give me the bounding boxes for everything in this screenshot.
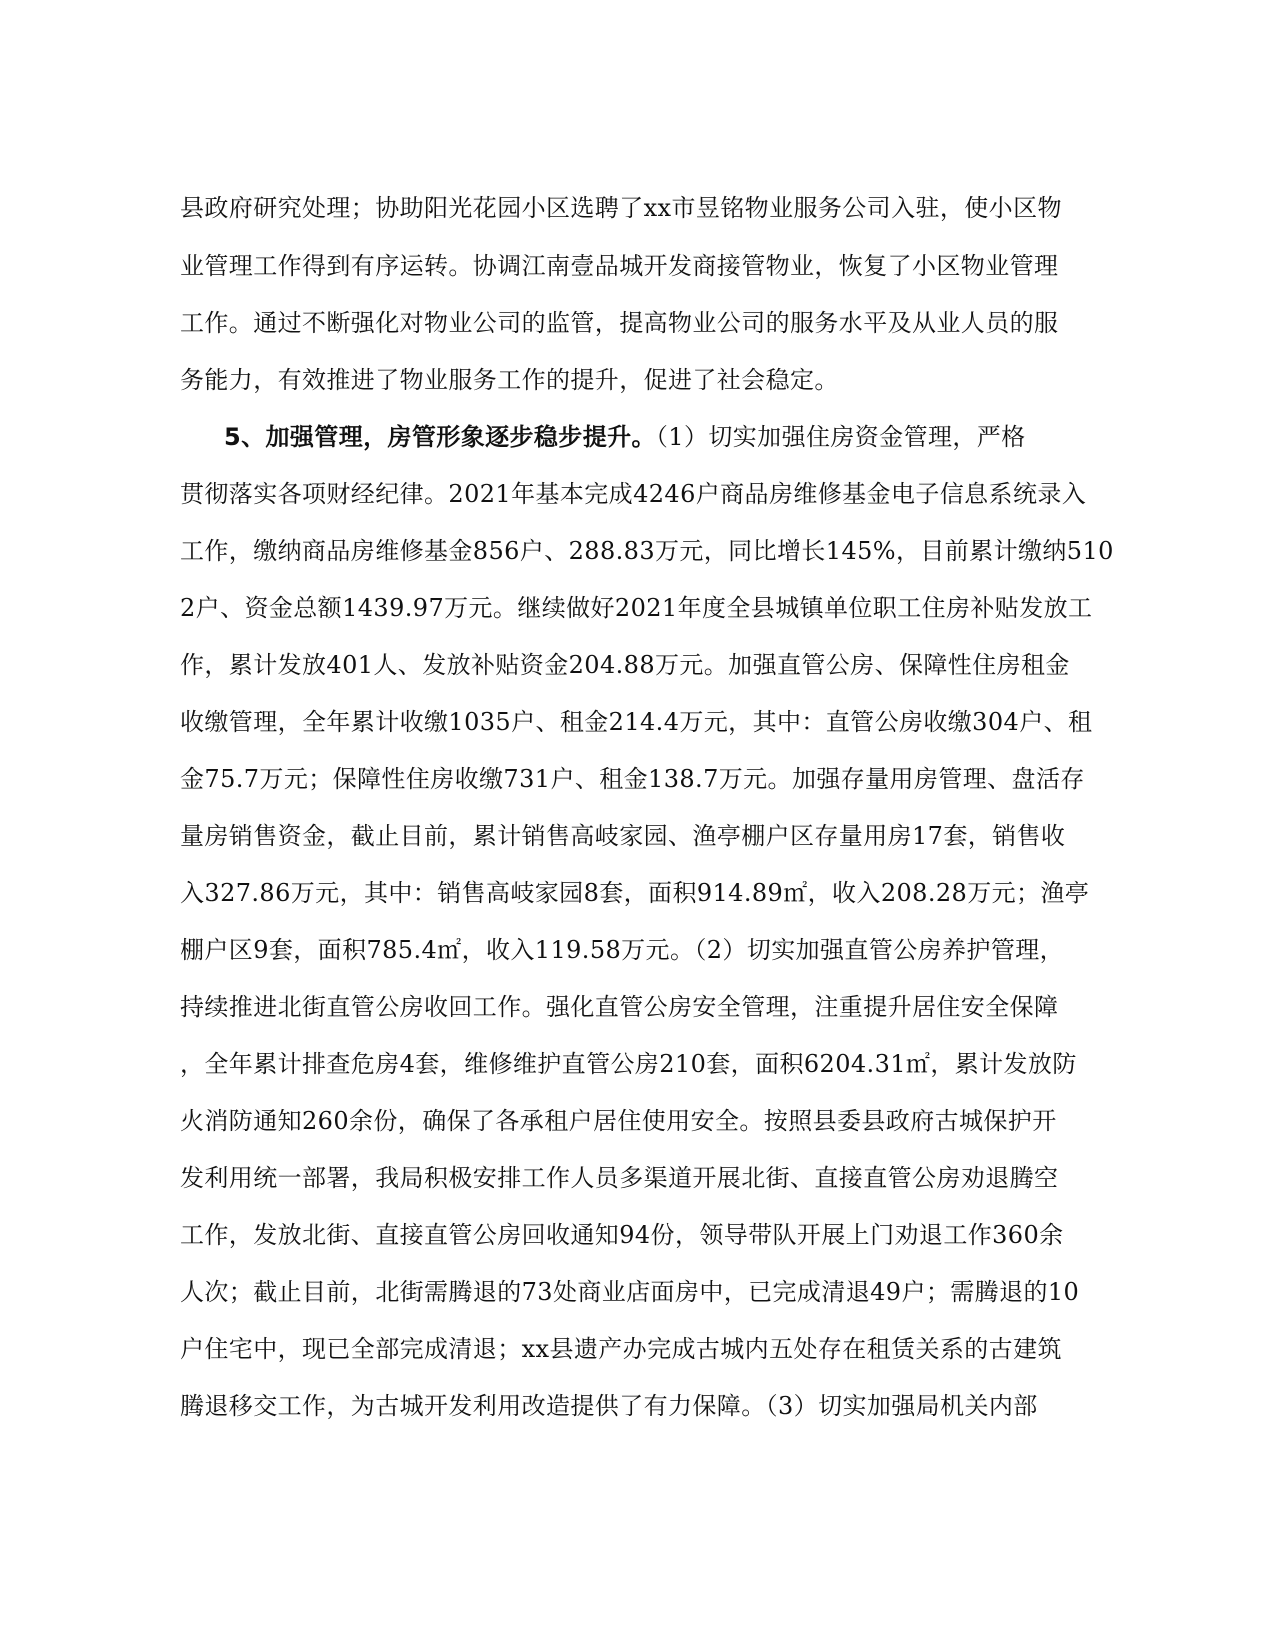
text-line: 县政府研究处理；协助阳光花园小区选聘了xx市昱铭物业服务公司入驻，使小区物 bbox=[180, 194, 1062, 222]
text-line: 金75.7万元；保障性住房收缴731户、租金138.7万元。加强存量用房管理、盘活存 bbox=[180, 765, 1085, 793]
text-line: 贯彻落实各项财经纪律。2021年基本完成4246户商品房维修基金电子信息系统录入 bbox=[180, 480, 1087, 508]
text-line: 务能力，有效推进了物业服务工作的提升，促进了社会稳定。 bbox=[180, 366, 839, 394]
text-line: （1）切实加强住房资金管理，严格 bbox=[655, 423, 1026, 451]
text-line: 工作，缴纳商品房维修基金856户、288.83万元，同比增长145%，目前累计缴纳510 bbox=[180, 537, 1114, 565]
text-line: 入327.86万元，其中：销售高岐家园8套，面积914.89㎡，收入208.28万元；渔亭 bbox=[180, 879, 1090, 907]
text-line: 作，累计发放401人、发放补贴资金204.88万元。加强直管公房、保障性住房租金 bbox=[180, 651, 1070, 679]
text-line: 业管理工作得到有序运转。协调江南壹品城开发商接管物业，恢复了小区物业管理 bbox=[180, 252, 1059, 280]
text-line: 发利用统一部署，我局积极安排工作人员多渠道开展北街、直接直管公房劝退腾空 bbox=[180, 1164, 1059, 1192]
text-line: 收缴管理，全年累计收缴1035户、租金214.4万元，其中：直管公房收缴304户、租 bbox=[180, 708, 1093, 736]
text-line: 持续推进北街直管公房收回工作。强化直管公房安全管理，注重提升居住安全保障 bbox=[180, 993, 1059, 1021]
text-line: 户住宅中，现已全部完成清退；xx县遗产办完成古城内五处存在租赁关系的古建筑 bbox=[180, 1335, 1062, 1363]
text-line: 量房销售资金，截止目前，累计销售高岐家园、渔亭棚户区存量用房17套，销售收 bbox=[180, 822, 1066, 850]
text-line: 腾退移交工作，为古城开发利用改造提供了有力保障。（3）切实加强局机关内部 bbox=[180, 1392, 1038, 1420]
text-line: 工作，发放北街、直接直管公房回收通知94份，领导带队开展上门劝退工作360余 bbox=[180, 1221, 1064, 1249]
text-line: 工作。通过不断强化对物业公司的监管，提高物业公司的服务水平及从业人员的服 bbox=[180, 309, 1059, 337]
section-5-first-line bbox=[224, 421, 1026, 453]
text-line: 2户、资金总额1439.97万元。继续做好2021年度全县城镇单位职工住房补贴发放工 bbox=[180, 594, 1093, 622]
section-5-heading: 5、加强管理，房管形象逐步稳步提升。 bbox=[224, 423, 656, 451]
text-line: ，全年累计排查危房4套，维修维护直管公房210套，面积6204.31㎡，累计发放防 bbox=[180, 1050, 1077, 1078]
text-line: 火消防通知260余份，确保了各承租户居住使用安全。按照县委县政府古城保护开 bbox=[180, 1107, 1057, 1135]
text-line: 棚户区9套，面积785.4㎡，收入119.58万元。（2）切实加强直管公房养护管理， bbox=[180, 936, 1065, 964]
text-line: 人次；截止目前，北街需腾退的73处商业店面房中，已完成清退49户；需腾退的10 bbox=[180, 1278, 1080, 1306]
